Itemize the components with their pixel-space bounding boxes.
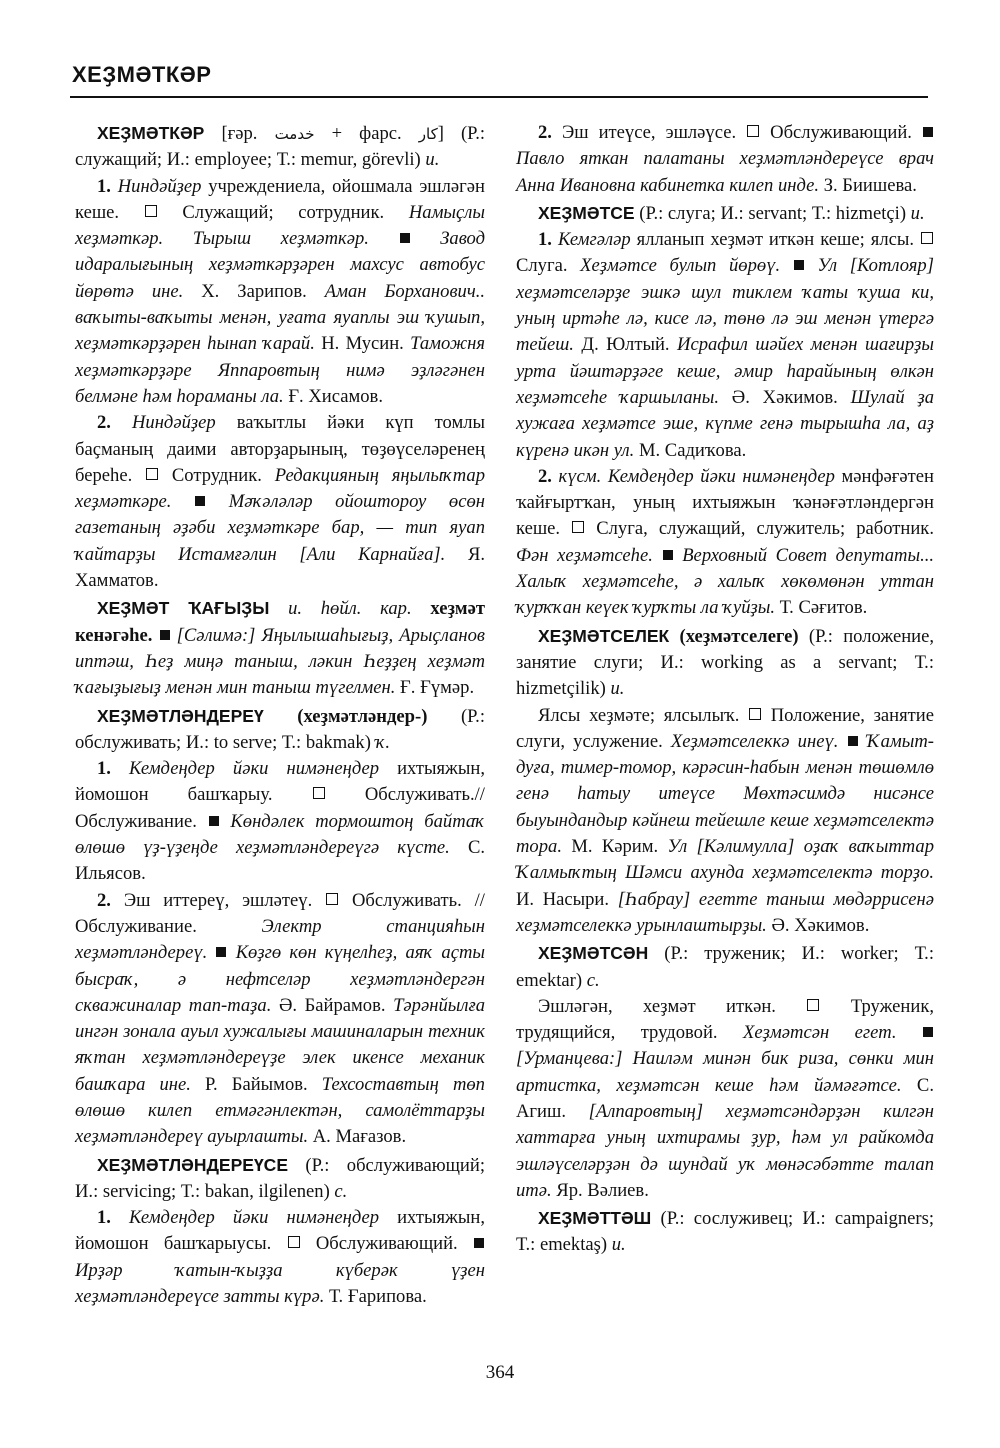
- quotation: [Сәлимә:] Яңылышаһығыҙ, Арыҫланов иптәш, Һеҙ миңә таныш, ләкин Һеҙҙең хеҙмәт ҡағыҙығыҙ менән мин таныш түгелмен.: [75, 624, 485, 699]
- russian-translation: Обслуживающий.: [315, 1233, 458, 1255]
- quotation: Ирҙәр ҡатын-ҡыҙҙа күберәк үҙен хеҙмәтләндереүсе затты күрә.: [75, 1259, 485, 1308]
- translations: (Р.: обслуживающий; И.: servicing; Т.: bakan, ilgilenen): [75, 1154, 485, 1202]
- part-of-speech: ҡ.: [375, 731, 391, 753]
- headword: ХЕҘМӘТСЕ: [538, 202, 635, 223]
- quote-author: З. Биишева.: [823, 174, 917, 196]
- etymology: [ғәр.: [221, 123, 258, 144]
- part-of-speech: и.: [610, 678, 625, 700]
- part-of-speech: с.: [334, 1180, 348, 1202]
- quotation: Шулай ҙа хужаға хеҙмәтсе эше, күпме генә тырышһа ла, аҙ күренә икән ул.: [516, 386, 934, 461]
- headword: ХЕҘМӘТ ҠАҒЫҘЫ: [97, 598, 270, 619]
- quote-author: И. Насыри.: [516, 888, 610, 910]
- usage-label: күсм.: [558, 465, 602, 487]
- quote-author: Т. Сәғитов.: [779, 597, 868, 619]
- quotation: [Алпаровтың] хеҙмәтсәндәрҙән килгән хаттарға уның ихтирамы ҙур, һәм ул райкомда эшләүселәрҙән дә шундай уҡ мөнәсәбәтте талап итә.: [516, 1100, 934, 1201]
- quotation: Ҡамыт-дуға, тимер-томор, кәрәсин-һабын менән төшөмлө генә һатыу итеүсе Мөхтәсимдә нисәнсе быуындандыр кәйнеш тейешле кеше хеҙмәтселектә тора.: [516, 730, 934, 858]
- sense-number: 2.: [97, 412, 111, 434]
- quote-square-icon: [400, 233, 410, 243]
- definition: Эшләгән, хеҙмәт иткән.: [538, 995, 776, 1017]
- quote-square-icon: [195, 496, 205, 506]
- definition: Эш итеүсе, эшләүсе.: [561, 122, 737, 143]
- headword: ХЕҘМӘТСӘН: [538, 943, 649, 964]
- example: Хеҙмәтсән егет.: [743, 1022, 897, 1044]
- quotation: Исрафил шәйех менән шағирҙы урта йәштәрҙәге кеше, әмир һарайының өлкән хеҙмәтсеһе ҡаршыланы.: [516, 334, 934, 408]
- translations: (Р.: слуга; И.: servant; Т.: hizmetçi): [639, 202, 907, 224]
- russian-translation: Труженик, трудящийся, трудовой.: [516, 995, 935, 1044]
- entry-hezmatlanderew: [75, 703, 485, 1151]
- definition-italic: Ниндәйҙер: [117, 175, 202, 197]
- entry-hezmatse: [516, 200, 934, 622]
- quote-square-icon: [209, 816, 219, 826]
- part-of-speech: и. һөйл. кар.: [288, 598, 412, 620]
- quote-author: Ә. Хәкимов.: [771, 914, 870, 936]
- quotation: Павло яткан палатаны хеҙмәтләндереүсе врач Анна Ивановна кабинетка килеп инде.: [516, 148, 934, 196]
- entry-hezmatsan: [516, 940, 934, 1204]
- translation-box-icon: [807, 999, 819, 1011]
- translations: (Р.: обслуживать; И.: to serve; Т.: bakmak): [75, 705, 485, 753]
- translations: (Р.: сослуживец; И.: campaigners; Т.: emektaş): [516, 1208, 934, 1256]
- quote-author: Д. Юлтый.: [581, 334, 670, 356]
- quotation: Тәрәнйылға ингән зонала ауыл хужалығы машиналарын техник яҡтан хеҙмәтләндереүҙе элек икенсе механик башҡара ине.: [75, 994, 485, 1095]
- part-of-speech: с.: [586, 969, 600, 991]
- quote-author: Ғ. Хисамов.: [288, 385, 383, 407]
- etymology: + фарс.: [331, 123, 402, 144]
- quotation: Завод идаралығының хеҙмәткәрҙәрен махсус автобус йөрөтә ине.: [75, 228, 485, 302]
- left-column: [75, 120, 485, 1311]
- headword: ХЕҘМӘТЛӘНДЕРЕҮСЕ: [97, 1154, 288, 1175]
- entry-hezmatkar: [75, 120, 485, 594]
- entry-hezmatlandereuse-cont: [516, 120, 934, 199]
- quote-author: Р. Байымов.: [205, 1073, 308, 1095]
- russian-translation: Служащий; сотрудник.: [182, 201, 385, 223]
- definition: ваҡытлы йәки күп томлы баҫманың даими авторҙарының, төҙөүселәренең береһе.: [75, 412, 485, 486]
- quote-square-icon: [474, 1238, 484, 1248]
- definition: ихтыяжын, йомошон башҡарыу.: [75, 758, 485, 806]
- entry-hezmatselek: [516, 623, 934, 940]
- headword: ХЕҘМӘТЛӘНДЕРЕҮ: [97, 705, 264, 726]
- translation-box-icon: [749, 708, 761, 720]
- quote-author: Ә. Хәкимов.: [731, 386, 838, 408]
- quote-author: Ғ. Ғүмәр.: [400, 677, 475, 699]
- quotation: Мәҡәләләр ойоштороу өсөн газетаның әҙәби хеҙмәткәре бар, — тип яуап ҡайтарҙы Истамғәлин [Али Карнайға].: [75, 491, 485, 565]
- quote-square-icon: [848, 736, 858, 746]
- translation-box-icon: [145, 205, 157, 217]
- translation-box-icon: [326, 893, 338, 905]
- definition-italic: Ниндәйҙер: [131, 412, 216, 434]
- definition: Ялсы хеҙмәте; ялсылыҡ.: [538, 704, 740, 726]
- quotation: Көндәлек тормоштоң байтаҡ өлөшө үҙ-үҙеңде хеҙмәтләндереүгә күсте.: [75, 810, 485, 859]
- entry-hezmattash: [516, 1205, 934, 1259]
- sense-number: 1.: [97, 175, 111, 197]
- headword-forms: (хеҙмәтселеге): [679, 625, 799, 647]
- quote-author: Ә. Байрамов.: [278, 994, 386, 1016]
- quotation: Аман Борханович.. ваҡыты-ваҡыты менән, уғата яуаплы эш ҡушып, хеҙмәткәрҙәрен һынап ҡарай.: [75, 280, 485, 355]
- quote-square-icon: [923, 1027, 933, 1037]
- definition: ихтыяжын, йомошон башҡарыусы.: [75, 1207, 485, 1255]
- part-of-speech: и.: [910, 202, 925, 224]
- definition: учреждениела, ойошмала эшләгән кеше.: [75, 175, 485, 223]
- page-number: 364: [485, 1362, 515, 1383]
- definition: мәнфәғәтен ҡайғыртҡан, уның ихтыяжын ҡәнәғәтләндергән кеше.: [516, 465, 934, 540]
- example: Намыҫлы хеҙмәткәр. Тырыш хеҙмәткәр.: [75, 201, 485, 250]
- example: Фән хеҙмәтсеһе.: [516, 544, 653, 566]
- quote-author: С. Агиш.: [516, 1074, 934, 1122]
- translations: (Р.: труженик; И.: worker; Т.: emektar): [516, 943, 934, 991]
- russian-translation: Слуга.: [516, 255, 568, 277]
- translation-box-icon: [146, 468, 158, 480]
- russian-translation: Обслуживать. // Обслуживание.: [75, 889, 485, 937]
- quote-author: С. Ильясов.: [75, 837, 485, 885]
- definition-italic: Кемдеңдер йәки нимәнеңдер: [129, 758, 380, 780]
- quote-square-icon: [663, 550, 673, 560]
- quote-square-icon: [216, 947, 226, 957]
- quotation: Көҙгө көн күңелһеҙ, аяҡ аҫты бысраҡ, ә нефтселәр хеҙмәтләндергән скважиналар тап-таҙа.: [75, 942, 485, 1016]
- quotation: Ул [Кәлимулла] оҙаҡ ваҡыттар Ҡалмыҡтың Шәмси ахунда хеҙмәтселектә торҙо.: [516, 836, 934, 884]
- translation-box-icon: [288, 1236, 300, 1248]
- quote-author: А. Мағазов.: [312, 1126, 407, 1148]
- header-rule: [70, 96, 928, 98]
- quote-author: Т. Ғарипова.: [329, 1286, 427, 1308]
- sense-number: 1.: [97, 1207, 111, 1229]
- right-column: [516, 120, 934, 1260]
- headword: ХЕҘМӘТТӘШ: [538, 1208, 652, 1229]
- quotation: Таможня хеҙмәткәрҙәре Яппаровтың нимә эҙләгәнен белмәне һәм һораманы ла.: [75, 333, 485, 407]
- definition-italic: Кемдеңдер йәки нимәнеңдер: [607, 465, 835, 487]
- example: Хеҙмәтселеккә инеү.: [670, 730, 839, 752]
- quote-author: М. Садиҡова.: [638, 439, 747, 461]
- quote-square-icon: [794, 260, 804, 270]
- quotation: [Урманцева:] Наиләм минән бик риза, сөнки мин артистка, хеҙмәтсән кеше һәм йәмәғәтсе.: [516, 1048, 934, 1096]
- example: Электр станцияһын хеҙмәтләндереү.: [75, 915, 485, 964]
- part-of-speech: и.: [611, 1234, 626, 1256]
- russian-translation: Слуга, служащий, служитель; работник.: [596, 518, 934, 540]
- quote-author: Н. Мусин.: [321, 333, 404, 355]
- russian-translation: Сотрудник.: [171, 464, 262, 486]
- sense-number: 1.: [97, 758, 111, 780]
- russian-translation: Положение, занятие слуги, услужение.: [516, 704, 935, 752]
- definition-italic: Кемгәләр: [557, 229, 631, 251]
- translation-box-icon: [921, 232, 933, 244]
- quote-square-icon: [923, 127, 933, 137]
- arabic-script: کار: [418, 125, 438, 143]
- quotation: Техсоставтың төп өлөшө килеп етмәгәнлектән, самолёттарҙы хеҙмәтләндереү ауырлашты.: [75, 1073, 485, 1148]
- example: Хеҙмәтсе булып йөрөү.: [580, 255, 781, 277]
- quote-author: М. Кәрим.: [571, 836, 659, 858]
- russian-translation: Обслуживать.// Обслуживание.: [75, 784, 485, 832]
- cross-reference: хеҙмәт кенәгәһе.: [75, 598, 485, 646]
- translations: ] (Р.: служащий; И.: employee; Т.: memur, görevli): [75, 123, 486, 171]
- russian-translation: Обслуживающий.: [770, 122, 912, 143]
- running-head: ХЕҘМӘТКӘР: [72, 62, 212, 87]
- headword: ХЕҘМӘТСЕЛЕК: [538, 625, 670, 646]
- quotation: Ул [Котлояр] хеҙмәтселәрҙе эшкә шул тиклем ҡаты ҡуша ки, уның иртәһе лә, кисе лә, төнө лә эш менән үтергә тейеш.: [516, 255, 934, 356]
- translation-box-icon: [313, 787, 325, 799]
- headword-forms: (хеҙмәтләндер-): [297, 705, 428, 727]
- quotation: [Һабрау] егетте таныш мөдәррисенә хеҙмәтселеккә урынлаштырҙы.: [516, 888, 935, 936]
- sense-number: 1.: [538, 229, 552, 251]
- part-of-speech: и.: [425, 149, 440, 171]
- quote-author: Х. Зарипов.: [201, 280, 307, 302]
- quote-author: Я. Хамматов.: [75, 543, 485, 592]
- entry-hezmatlandereuse: [75, 1152, 485, 1311]
- translations: (Р.: положение, занятие слуги; И.: working as a servant; Т.: hizmetçilik): [516, 625, 934, 700]
- sense-number: 2.: [538, 465, 552, 487]
- translation-box-icon: [747, 125, 759, 137]
- definition: ялланып хеҙмәт иткән кеше; ялсы.: [636, 229, 914, 251]
- quote-square-icon: [160, 630, 170, 640]
- translation-box-icon: [572, 521, 584, 533]
- quote-author: Яр. Вәлиев.: [556, 1179, 649, 1201]
- sense-number: 2.: [538, 122, 552, 143]
- sense-number: 2.: [97, 889, 111, 911]
- example: Редакцияның яңылыҡтар хеҙмәткәре.: [75, 464, 485, 513]
- definition-italic: Кемдеңдер йәки нимәнеңдер: [129, 1207, 380, 1229]
- headword: ХЕҘМӘТКӘР: [97, 123, 205, 143]
- entry-hezmat-kagyzy: [75, 595, 485, 701]
- definition: Эш иттереү, эшләтеү.: [123, 889, 313, 911]
- arabic-script: خدمت: [274, 125, 315, 143]
- quotation: Верховный Совет депутаты... Халыҡ хеҙмәтсеһе, ә халыҡ хөкөмөнән уттан ҡурҡҡан кеүек ҡурҡты ла ҡуйҙы.: [516, 544, 935, 619]
